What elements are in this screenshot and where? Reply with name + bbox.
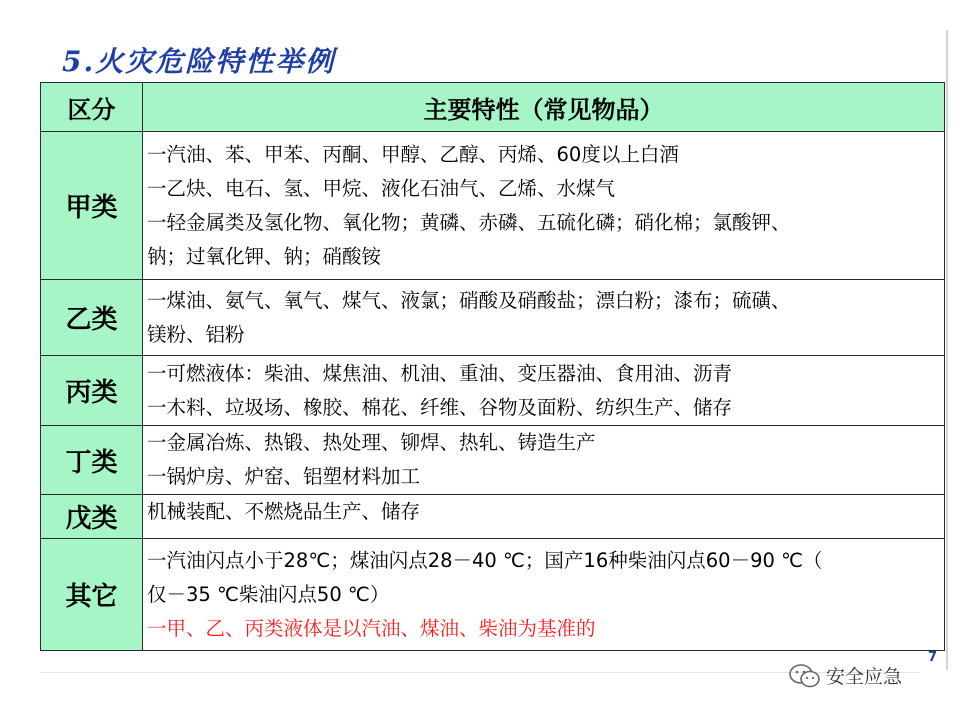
description-line: 一木料、垃圾场、橡胶、棉花、纤维、谷物及面粉、纺织生产、储存 xyxy=(147,395,733,419)
description-line: 镁粉、铝粉 xyxy=(147,322,245,346)
description-line: 机械装配、不燃烧品生产、储存 xyxy=(147,500,421,523)
description-cell xyxy=(143,539,945,651)
description-cell xyxy=(143,132,945,280)
header-characteristics: 主要特性（常见物品） xyxy=(143,83,945,132)
table-row xyxy=(41,132,945,280)
watermark-text: 安全应急 xyxy=(826,666,903,688)
table-row xyxy=(41,356,945,426)
category-cell: 戊类 xyxy=(41,495,143,539)
description-line: 一锅炉房、炉窑、铝塑材料加工 xyxy=(147,465,421,488)
description-line: 钠；过氧化钾、钠；硝酸铵 xyxy=(147,244,382,268)
category-cell: 丙类 xyxy=(41,356,143,426)
description-line: 一轻金属类及氢化物、氧化物；黄磷、赤磷、五硫化磷；硝化棉；氯酸钾、 xyxy=(147,210,791,234)
description-line: 一金属冶炼、热锻、热处理、铆焊、热轧、铸造生产 xyxy=(147,431,596,454)
table-row xyxy=(41,539,945,651)
slide-right-border xyxy=(946,30,948,670)
description-line: 一可燃液体：柴油、煤焦油、机油、重油、变压器油、食用油、沥青 xyxy=(147,361,733,385)
description-line: 一汽油、苯、甲苯、丙酮、甲醇、乙醇、丙烯、60度以上白酒 xyxy=(147,142,679,166)
description-cell xyxy=(143,426,945,495)
description-line: 仅－35 ℃柴油闪点50 ℃） xyxy=(147,582,390,606)
page-number: 7 xyxy=(928,650,938,665)
wechat-icon xyxy=(788,663,822,689)
description-line-highlight: 一甲、乙、丙类液体是以汽油、煤油、柴油为基准的 xyxy=(147,616,596,640)
header-category: 区分 xyxy=(41,83,143,132)
description-cell xyxy=(143,280,945,356)
description-line: 一煤油、氨气、氧气、煤气、液氯；硝酸及硝酸盐；漂白粉；漆布；硫磺、 xyxy=(147,288,791,312)
category-cell: 其它 xyxy=(41,539,143,651)
table-header-row xyxy=(41,83,945,132)
fire-hazard-table xyxy=(40,82,945,651)
description-line: 一乙炔、电石、氢、甲烷、液化石油气、乙烯、水煤气 xyxy=(147,176,616,200)
table-row xyxy=(41,495,945,539)
table-row xyxy=(41,426,945,495)
watermark xyxy=(788,662,902,689)
description-line: 一汽油闪点小于28℃；煤油闪点28－40 ℃；国产16种柴油闪点60－90 ℃（ xyxy=(147,548,823,572)
slide-title: 5.火灾危险特性举例 xyxy=(62,45,336,78)
table-row xyxy=(41,280,945,356)
category-cell: 甲类 xyxy=(41,132,143,280)
description-cell xyxy=(143,495,945,539)
category-cell: 丁类 xyxy=(41,426,143,495)
description-cell xyxy=(143,356,945,426)
category-cell: 乙类 xyxy=(41,280,143,356)
